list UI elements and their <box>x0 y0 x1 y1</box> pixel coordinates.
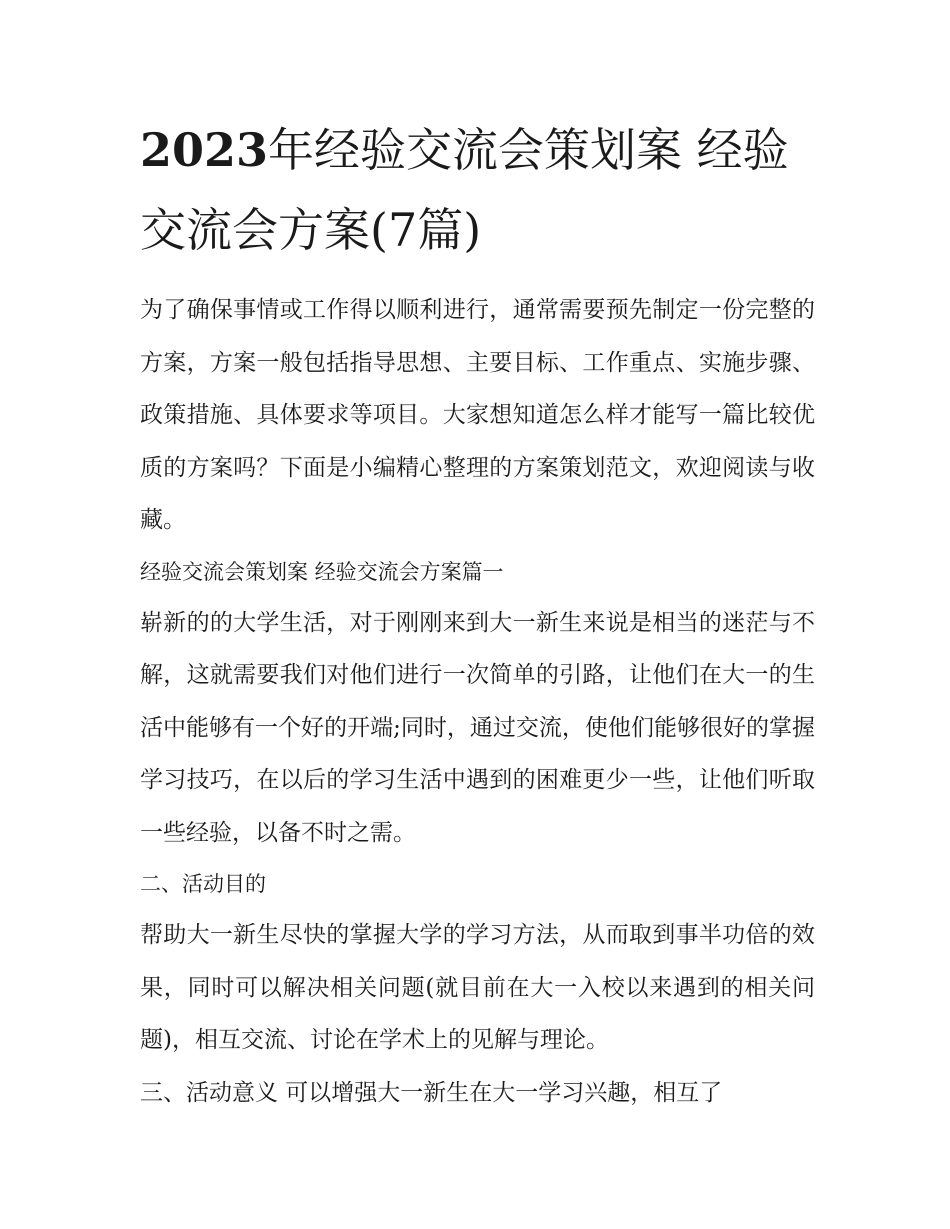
heading-activity-goal: 二、活动目的 <box>140 872 266 896</box>
title-text: 年经验交流会策划案 经验交流会方案(7篇) <box>140 123 789 257</box>
section-title: 经验交流会策划案 经验交流会方案篇一 <box>140 559 504 584</box>
document-title <box>140 110 815 270</box>
paragraph-activity-goal: 帮助大一新生尽快的掌握大学的学习方法，从而取到事半功倍的效果，同时可以解决相关问题(就目前在大一入校以来遇到的相关问题)，相互交流、讨论在学术上的见解与理论。 <box>140 922 815 1053</box>
document-page <box>140 110 815 1119</box>
paragraph-background: 崭新的的大学生活，对于刚刚来到大一新生来说是相当的迷茫与不解，这就需要我们对他们进行一次简单的引路，让他们在大一的生活中能够有一个好的开端;同时，通过交流，使他们能够很好的掌握学习技巧，在以后的学习生活中遇到的困难更少一些，让他们听取一些经验，以备不时之需。 <box>140 609 815 846</box>
heading-activity-significance: 三、活动意义 可以增强大一新生在大一学习兴趣，相互了 <box>140 1079 723 1106</box>
title-year: 2023 <box>140 123 269 177</box>
intro-paragraph: 为了确保事情或工作得以顺利进行，通常需要预先制定一份完整的方案，方案一般包括指导思想、主要目标、工作重点、实施步骤、政策措施、具体要求等项目。大家想知道怎么样才能写一篇比较优质的方案吗？下面是小编精心整理的方案策划范文，欢迎阅读与收藏。 <box>140 297 815 533</box>
